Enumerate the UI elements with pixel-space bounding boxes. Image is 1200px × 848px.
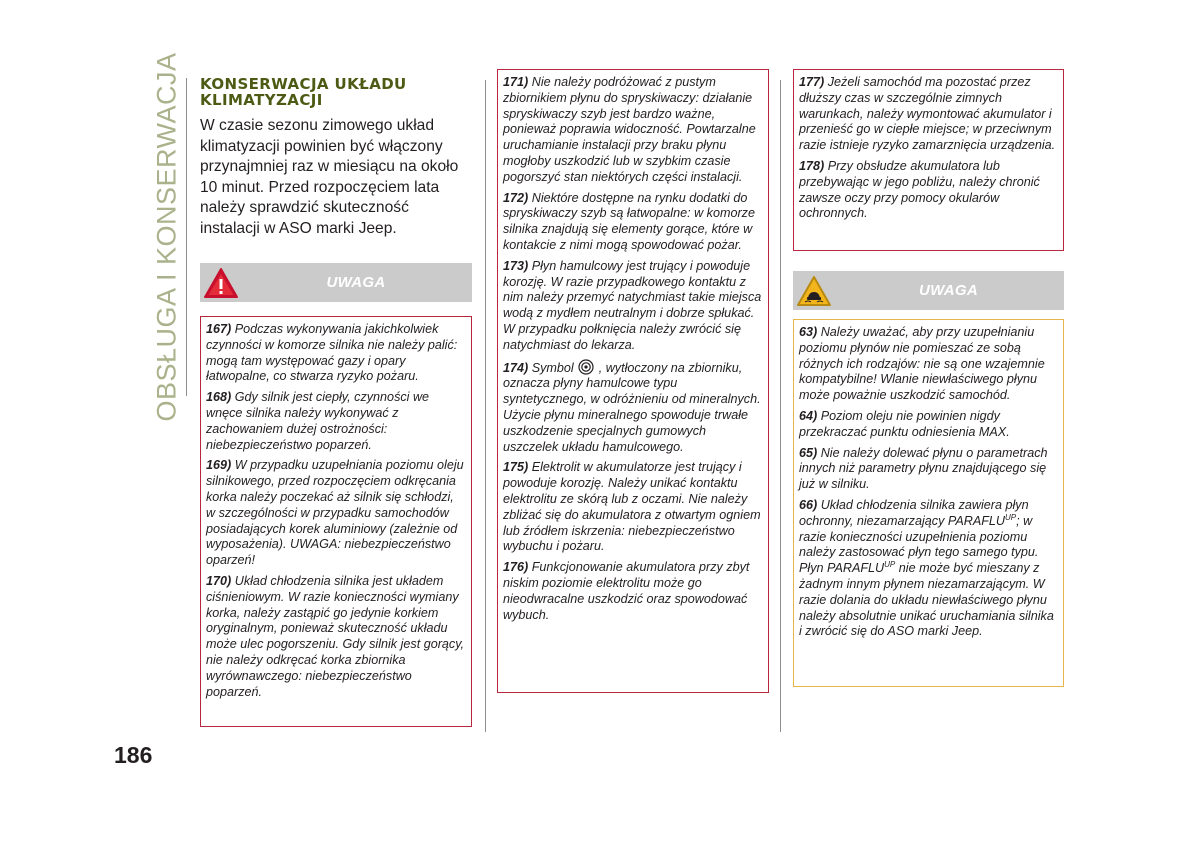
column-divider <box>780 80 781 732</box>
warning-box-continued <box>497 69 769 693</box>
warning-box-continued-2 <box>793 69 1064 251</box>
warning-item-178: 178) Przy obsłudze akumulatora lub przebywając w jego pobliżu, należy chronić zawsze oczy przy pomocy okularów ochronnych. <box>799 158 1040 221</box>
column-divider <box>485 80 486 732</box>
warning-item-169: 169) W przypadku uzupełniania poziomu oleju silnikowego, przed rozpoczęciem odkręcania korka należy poczekać aż silnik się schłodzi, w szczególności w przypadku samochodów posiadających korek aluminiowy (zależnie od wyposażenia). UWAGA: niebezpieczeństwo oparzeń! <box>206 458 464 568</box>
caution-item-66: 66) Układ chłodzenia silnika zawiera płyn ochronny, niezamarzający $PARAFLU^{UP}$; w razie konieczności uzupełnienia poziomu należy zastosować płyn tego samego typu. Płyn $PARAFLU^{UP}$ nie może być mieszany z żadnym innym płynem niezamarzającym. W razie dolania do układu niewłaściwego płynu należy absolutnie unikać uruchamiania silnika i zwrócić się do ASO marki Jeep. <box>799 497 1054 639</box>
warning-item-167: 167) Podczas wykonywania jakichkolwiek czynności w komorze silnika nie należy palić: mogą tam występować gazy i opary łatwopalne, co stwarza ryzyko pożaru. <box>206 322 458 384</box>
caution-item-63: 63) Należy uważać, aby przy uzupełnianiu poziomu płynów nie pomieszać ze sobą różnych ich rodzajów: nie są one wzajemnie kompatybilne! Wlanie niewłaściwego płynu może poważnie uszkodzić samochód. <box>799 325 1045 403</box>
caution-triangle-icon <box>795 274 833 308</box>
side-title: OBSŁUGA I KONSERWACJA <box>151 52 182 422</box>
section-intro: W czasie sezonu zimowego układ klimatyzacji powinien być włączony przynajmniej raz w miesiącu na około 10 minut. Przed rozpoczęciem lata należy sprawdzić skuteczność instalacji w ASO marki Jeep. <box>200 117 459 237</box>
warning-header <box>200 263 472 302</box>
warning-item-168: 168) Gdy silnik jest ciepły, czynności we wnęce silnika należy wykonywać z zachowaniem dużej ostrożności: niebezpieczeństwo poparzeń. <box>206 390 430 452</box>
column-divider <box>186 78 187 396</box>
section-title: KONSERWACJA UKŁADU KLIMATYZACJI <box>200 75 407 109</box>
caution-item-65: 65) Nie należy dolewać płynu o parametrach innych niż parametry płynu znajdującego się już w silniku. <box>799 445 1048 492</box>
warning-item-176: 176) Funkcjonowanie akumulatora przy zbyt niskim poziomie elektrolitu może go nieodwracalne uszkodzić oraz spowodować wybuch. <box>503 560 750 622</box>
caution-box <box>793 319 1064 687</box>
caution-label: UWAGA <box>919 282 978 299</box>
maintenance-section <box>200 76 472 240</box>
brake-fluid-symbol-icon <box>578 359 594 375</box>
warning-box <box>200 316 472 727</box>
caution-header <box>793 271 1064 310</box>
warning-item-171: 171) Nie należy podróżować z pustym zbiornikiem płynu do spryskiwaczy: działanie spryskiwaczy szyb jest bardzo ważne, ponieważ poprawia widoczność. Powtarzalne uruchamianie instalacji przy braku płynu mogłoby uszkodzić lub w szybkim czasie pogorszyć stan niektórych części instalacji. <box>503 75 756 184</box>
warning-item-172: 172) Niektóre dostępne na rynku dodatki do spryskiwaczy szyb są łatwopalne: w komorze silnika znajdują się elementy gorące, które w kontakcie z nimi mogą spowodować pożar. <box>503 190 755 252</box>
warning-item-177: 177) Jeżeli samochód ma pozostać przez dłuższy czas w szczególnie zimnych warunkach, należy wymontować akumulator i przenieść go w ciepłe miejsce; w przeciwnym razie istnieje ryzyko zamarznięcia urządzenia. <box>799 75 1056 153</box>
caution-item-64: 64) Poziom oleju nie powinien nigdy przekraczać punktu odniesienia MAX. <box>799 408 1010 439</box>
warning-label: UWAGA <box>326 274 386 291</box>
warning-item-174: 174) Symbol , wytłoczony na zbiorniku, oznacza płyny hamulcowe typu syntetycznego, w odróżnieniu od mineralnych. Użycie płynu mineralnego spowoduje trwałe uszkodzenie specjalnych gumowych uszczelek układu hamulcowego. <box>503 360 761 454</box>
warning-item-175: 175) Elektrolit w akumulatorze jest trujący i powoduje korozję. Należy unikać kontaktu elektrolitu ze skórą lub z oczami. Nie należy zbliżać się do akumulatora z otwartym ogniem lub źródłem iskrzenia: niebezpieczeństwo wybuchu i pożaru. <box>503 460 761 554</box>
warning-triangle-icon <box>202 266 240 300</box>
warning-item-170: 170) Układ chłodzenia silnika jest układem ciśnieniowym. W razie konieczności wymiany korka, należy zastąpić go jedynie korkiem oryginalnym, ponieważ skuteczność układu może ulec pogorszeniu. Gdy silnik jest gorący, nie należy odkręcać korka zbiornika wyrównawczego: niebezpieczeństwo poparzeń. <box>206 573 465 699</box>
page-number: 186 <box>114 742 153 768</box>
warning-item-173: 173) Płyn hamulcowy jest trujący i powoduje korozję. W razie przypadkowego kontaktu z nim należy przemyć natychmiast takie miejsca wodą z mydłem neutralnym i dobrze spłukać. W przypadku połknięcia należy zwrócić się natychmiast do lekarza. <box>503 258 762 352</box>
